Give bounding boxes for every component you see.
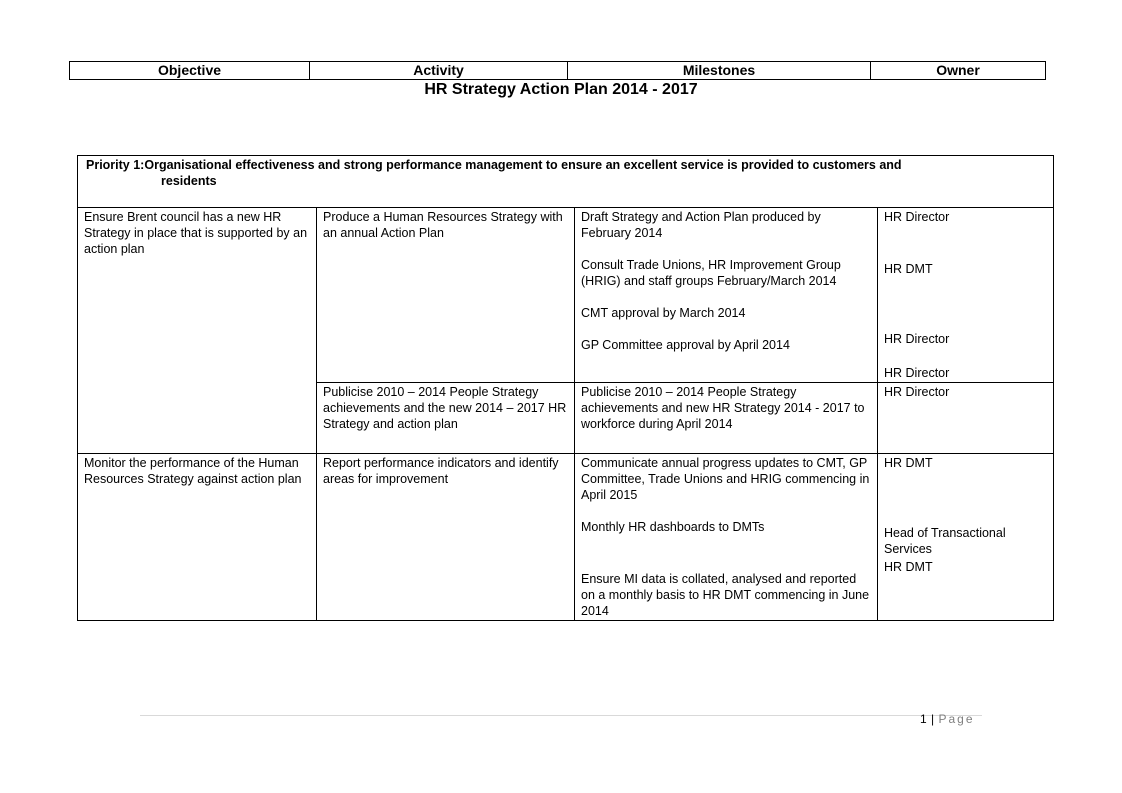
owner-item: HR Director — [884, 332, 950, 346]
milestone-item: Ensure MI data is collated, analysed and reported on a monthly basis to HR DMT commencing in June 2014 — [581, 572, 870, 618]
owner-cell: HR Director — [878, 383, 1054, 454]
milestone-item: CMT approval by March 2014 — [581, 306, 746, 320]
document-title: HR Strategy Action Plan 2014 - 2017 — [424, 81, 698, 98]
owner-item: HR Director — [884, 366, 950, 380]
milestones-cell — [575, 454, 878, 621]
table-row — [78, 454, 1054, 621]
footer-divider — [140, 715, 982, 716]
milestones-cell — [575, 208, 878, 383]
priority-text-line1: Organisational effectiveness and strong performance management to ensure an excellent service is provided to customers and — [144, 158, 902, 172]
owner-cell — [878, 208, 1054, 383]
milestone-item: Draft Strategy and Action Plan produced by February 2014 — [581, 210, 821, 240]
priority-heading — [78, 156, 1054, 208]
owner-item: HR Director — [884, 210, 950, 224]
milestones-cell: Publicise 2010 – 2014 People Strategy achievements and new HR Strategy 2014 - 2017 to workforce during April 2014 — [575, 383, 878, 454]
action-plan-table — [77, 155, 1054, 621]
owner-item: HR DMT — [884, 262, 933, 276]
column-header-table — [69, 61, 1046, 80]
table-row — [78, 208, 1054, 383]
priority-label: Priority 1: — [86, 158, 145, 172]
owner-item: HR DMT — [884, 456, 933, 470]
footer-separator: | — [931, 712, 935, 726]
header-milestones: Milestones — [568, 62, 871, 80]
owner-cell — [878, 454, 1054, 621]
priority-text-line2: residents — [161, 174, 217, 188]
page-label: Page — [938, 712, 975, 726]
milestone-item: GP Committee approval by April 2014 — [581, 338, 790, 352]
header-activity: Activity — [310, 62, 568, 80]
owner-item: HR DMT — [884, 560, 933, 574]
activity-cell: Produce a Human Resources Strategy with an annual Action Plan — [317, 208, 575, 383]
milestone-item: Communicate annual progress updates to CMT, GP Committee, Trade Unions and HRIG commencing in April 2015 — [581, 456, 870, 502]
activity-cell: Publicise 2010 – 2014 People Strategy achievements and the new 2014 – 2017 HR Strategy and action plan — [317, 383, 575, 454]
objective-cell: Monitor the performance of the Human Resources Strategy against action plan — [78, 454, 317, 621]
header-owner: Owner — [871, 62, 1046, 80]
owner-item: Head of Transactional Services — [884, 526, 1006, 556]
objective-cell: Ensure Brent council has a new HR Strategy in place that is supported by an action plan — [78, 208, 317, 454]
priority-row — [78, 156, 1054, 208]
milestone-item: Consult Trade Unions, HR Improvement Group (HRIG) and staff groups February/March 2014 — [581, 258, 841, 288]
header-objective: Objective — [70, 62, 310, 80]
milestone-item: Monthly HR dashboards to DMTs — [581, 520, 765, 534]
page-number: 1 — [920, 712, 928, 726]
activity-cell: Report performance indicators and identify areas for improvement — [317, 454, 575, 621]
page-footer — [920, 712, 975, 726]
column-header-row — [70, 62, 1046, 80]
